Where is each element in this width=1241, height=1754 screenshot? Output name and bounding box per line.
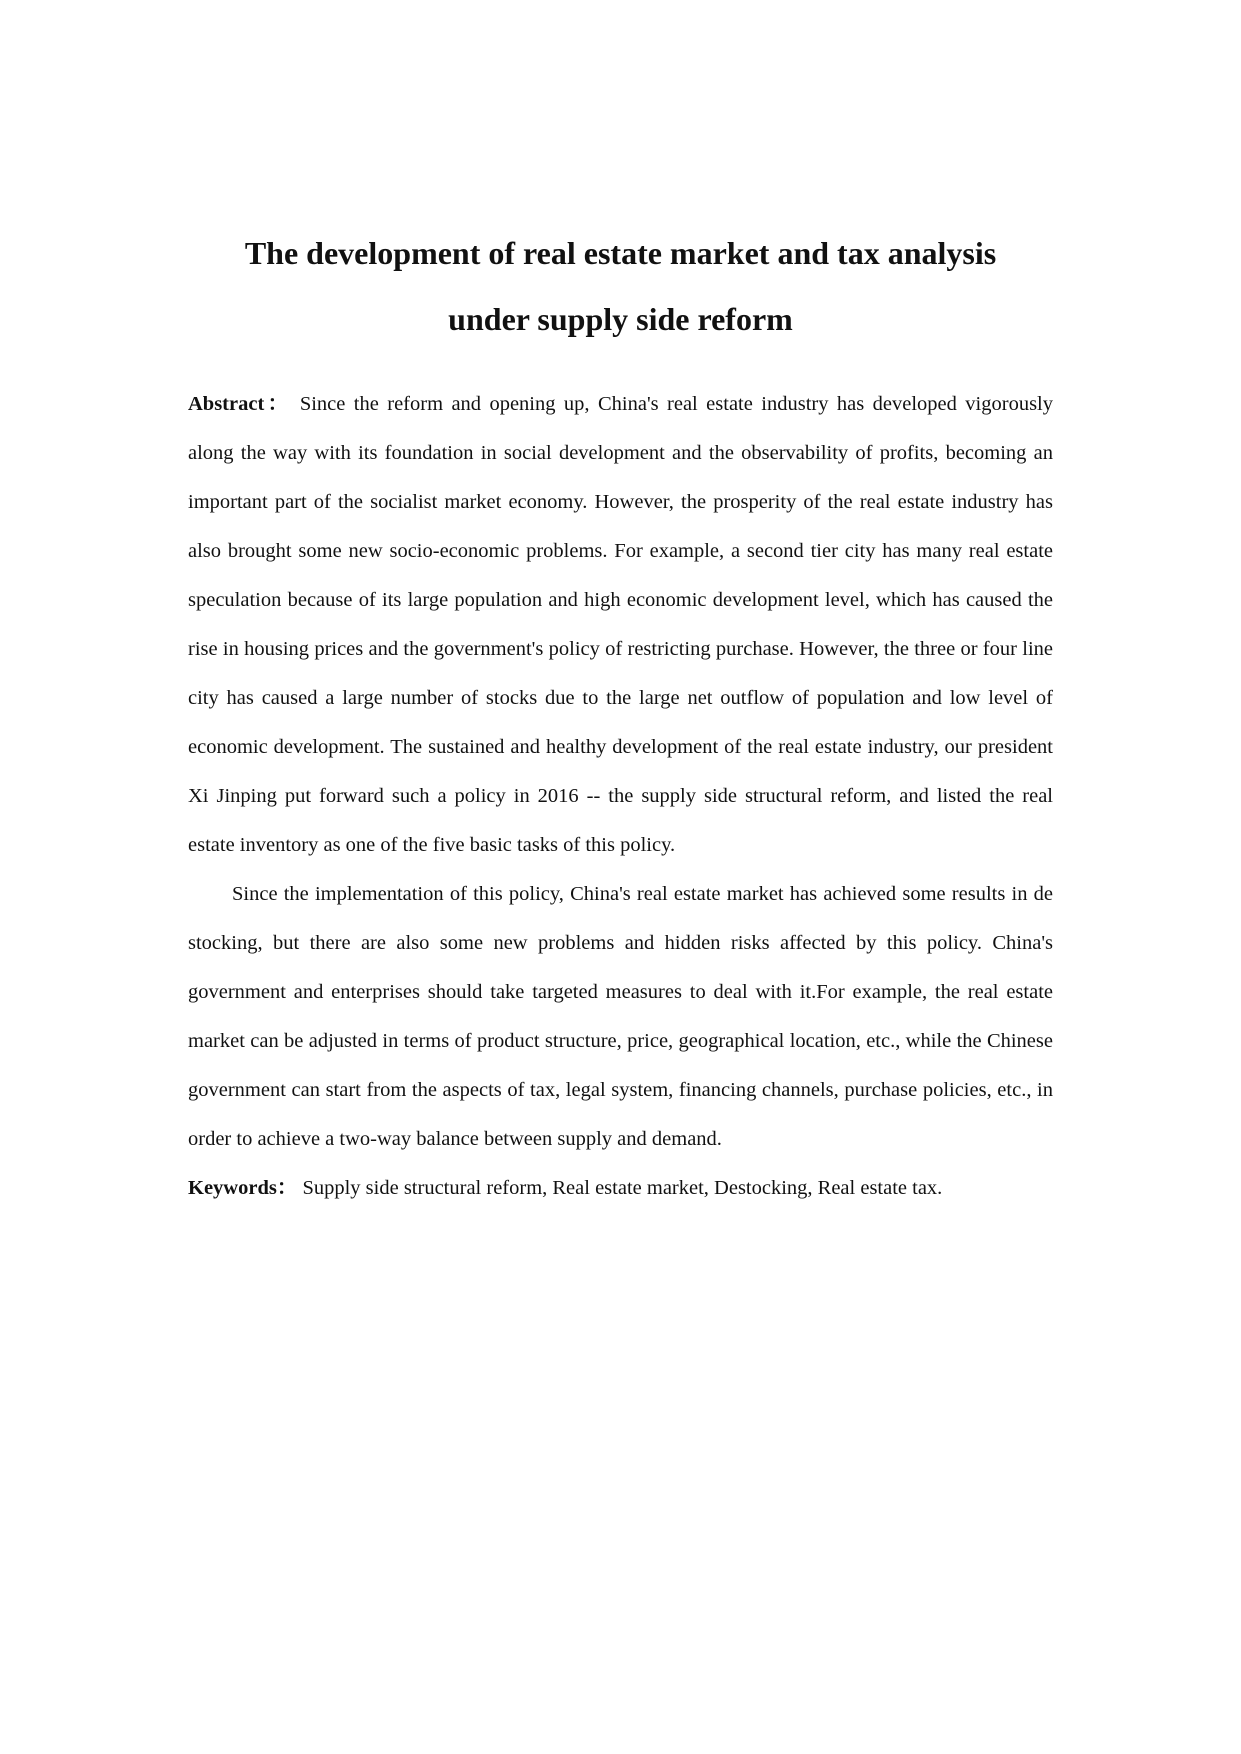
title-line-1: The development of real estate market and tax analysis	[244, 235, 997, 271]
abstract-paragraph-1-text: Since the reform and opening up, China's real estate industry has developed vigorously along the way with its foundation in social development and the observability of profits, becoming an important part of the socialist market economy. However, the prosperity of the real estate industry has also brought some new socio-economic problems. For example, a second tier city has many real estate speculation because of its large population and high economic development level, which has caused the rise in housing prices and the government's policy of restricting purchase. However, the three or four line city has caused a large number of stocks due to the large net outflow of population and low level of economic development. The sustained and healthy development of the real estate industry, our president Xi Jinping put forward such a policy in 2016 -- the supply side structural reform, and listed the real estate inventory as one of the five basic tasks of this policy.	[188, 393, 1053, 856]
keywords-label: Keywords：	[188, 1177, 298, 1199]
abstract-paragraph-2: Since the implementation of this policy, China's real estate market has achieved some results in de stocking, but there are also some new problems and hidden risks affected by this policy. China's government and enterprises should take targeted measures to deal with it.For example, the real estate market can be adjusted in terms of product structure, price, geographical location, etc., while the Chinese government can start from the aspects of tax, legal system, financing channels, purchase policies, etc., in order to achieve a two-way balance between supply and demand.	[188, 883, 1053, 1150]
abstract-paragraph-1	[188, 380, 1053, 870]
keywords-line	[188, 1164, 1053, 1213]
paper-title	[160, 220, 1081, 352]
abstract-label: Abstract：	[188, 393, 292, 415]
keywords-text: Supply side structural reform, Real estate market, Destocking, Real estate tax.	[297, 1177, 943, 1199]
title-line-2: under supply side reform	[448, 301, 793, 337]
abstract-section	[188, 380, 1053, 1213]
